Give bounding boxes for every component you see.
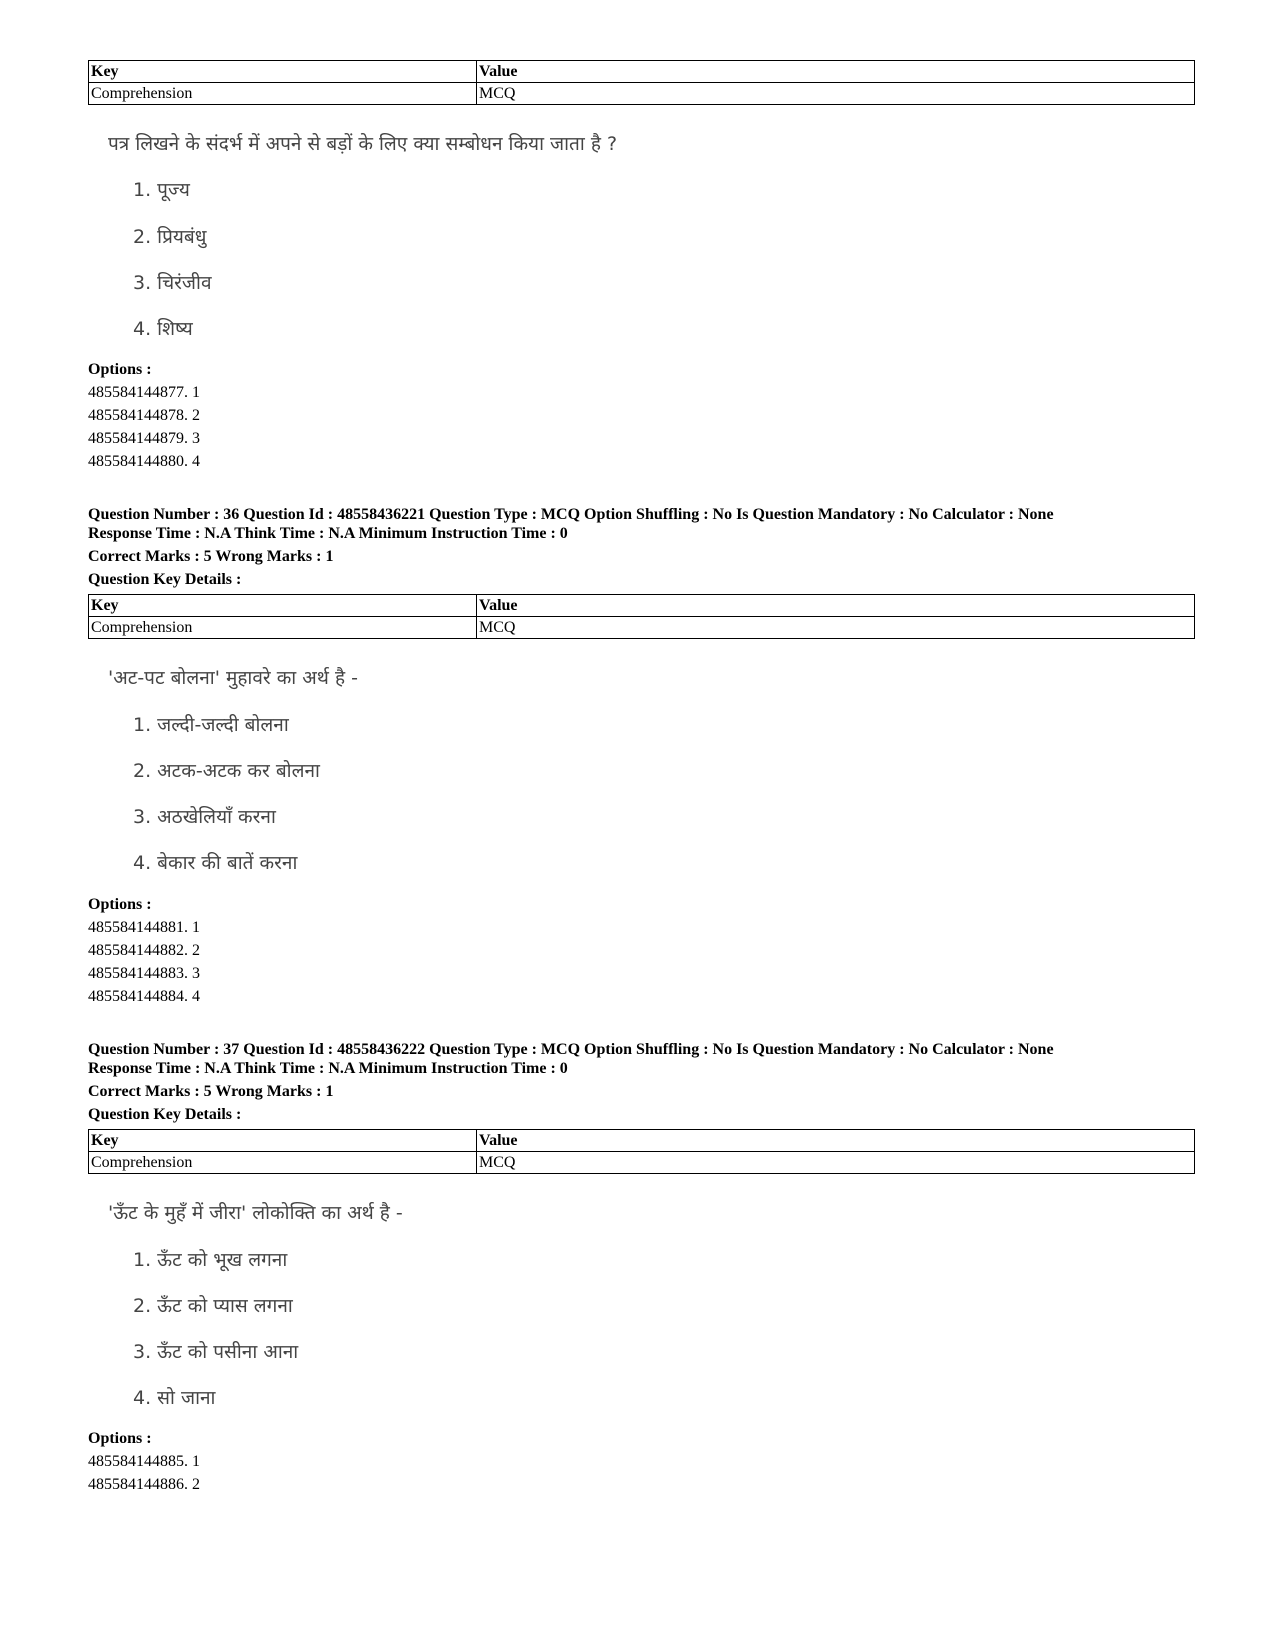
choice-2: 2. अटक-अटक कर बोलना [133,760,320,782]
options-label: Options : [88,1430,152,1447]
table-row [89,617,1195,639]
choice-4: 4. शिष्य [133,318,193,340]
question-text: 'ऊँट के मुहँ में जीरा' लोकोक्ति का अर्थ है - [108,1202,403,1224]
choice-1: 1. जल्दी-जल्दी बोलना [133,714,289,736]
question-key-table [88,60,1195,105]
key-cell: Comprehension [89,1152,477,1174]
choice-3: 3. अठखेलियाँ करना [133,806,276,828]
option-id: 485584144880. 4 [88,453,200,470]
options-label: Options : [88,361,152,378]
question-meta-line: Response Time : N.A Think Time : N.A Minimum Instruction Time : 0 [88,1060,568,1077]
key-cell: Comprehension [89,617,477,639]
choice-4: 4. बेकार की बातें करना [133,852,298,874]
marks-line: Correct Marks : 5 Wrong Marks : 1 [88,1083,334,1100]
table-header-row [89,61,1195,83]
question-key-table [88,594,1195,639]
key-details-label: Question Key Details : [88,1106,242,1123]
option-id: 485584144879. 3 [88,430,200,447]
option-id: 485584144877. 1 [88,384,200,401]
choice-2: 2. प्रियबंधु [133,226,207,248]
key-cell: Comprehension [89,83,477,105]
key-header: Key [89,595,477,617]
question-meta-line: Question Number : 37 Question Id : 48558436222 Question Type : MCQ Option Shuffling : No Is Question Mandatory : No Calculator : None [88,1041,1054,1058]
question-meta-line: Question Number : 36 Question Id : 48558436221 Question Type : MCQ Option Shuffling : No Is Question Mandatory : No Calculator : None [88,506,1054,523]
table-header-row [89,595,1195,617]
options-label: Options : [88,896,152,913]
question-text: 'अट-पट बोलना' मुहावरे का अर्थ है - [108,667,358,689]
choice-1: 1. ऊँट को भूख लगना [133,1249,288,1271]
option-id: 485584144883. 3 [88,965,200,982]
option-id: 485584144881. 1 [88,919,200,936]
value-cell: MCQ [477,1152,1195,1174]
value-header: Value [477,61,1195,83]
option-id: 485584144884. 4 [88,988,200,1005]
value-header: Value [477,595,1195,617]
table-row [89,83,1195,105]
choice-4: 4. सो जाना [133,1387,216,1409]
choice-3: 3. चिरंजीव [133,272,212,294]
option-id: 485584144886. 2 [88,1476,200,1493]
value-cell: MCQ [477,617,1195,639]
choice-1: 1. पूज्य [133,179,190,201]
question-key-table [88,1129,1195,1174]
key-details-label: Question Key Details : [88,571,242,588]
key-header: Key [89,61,477,83]
marks-line: Correct Marks : 5 Wrong Marks : 1 [88,548,334,565]
choice-3: 3. ऊँट को पसीना आना [133,1341,299,1363]
choice-2: 2. ऊँट को प्यास लगना [133,1295,293,1317]
option-id: 485584144885. 1 [88,1453,200,1470]
value-header: Value [477,1130,1195,1152]
table-header-row [89,1130,1195,1152]
value-cell: MCQ [477,83,1195,105]
question-meta-line: Response Time : N.A Think Time : N.A Minimum Instruction Time : 0 [88,525,568,542]
key-header: Key [89,1130,477,1152]
option-id: 485584144882. 2 [88,942,200,959]
table-row [89,1152,1195,1174]
option-id: 485584144878. 2 [88,407,200,424]
question-text: पत्र लिखने के संदर्भ में अपने से बड़ों के लिए क्या सम्बोधन किया जाता है ? [108,133,618,155]
